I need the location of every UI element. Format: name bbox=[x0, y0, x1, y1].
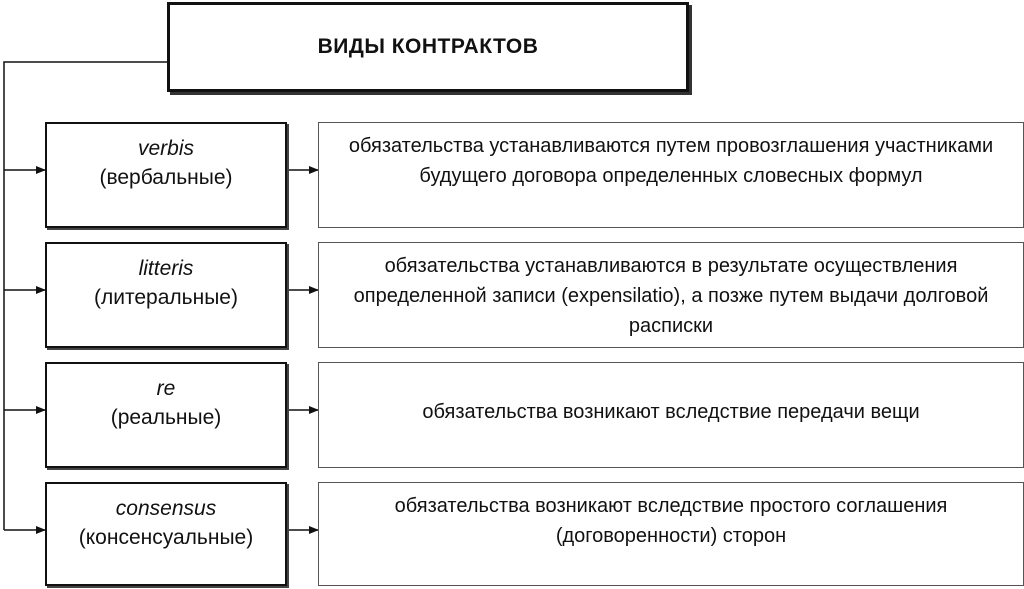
desc-box-verbis bbox=[318, 122, 1024, 228]
desc-text-re: обязательства возникают вследствие передачи вещи bbox=[422, 401, 920, 423]
type-box-re bbox=[45, 362, 287, 468]
desc-box-litteris bbox=[318, 242, 1024, 348]
type-latin-litteris: litteris bbox=[138, 257, 194, 280]
type-latin-verbis: verbis bbox=[137, 137, 195, 160]
type-russian-re: (реальные) bbox=[110, 406, 222, 429]
diagram-title-text: ВИДЫ КОНТРАКТОВ bbox=[317, 35, 539, 58]
desc-box-re bbox=[318, 362, 1024, 468]
type-russian-verbis: (вербальные) bbox=[99, 166, 233, 189]
type-russian-consensus: (консенсуальные) bbox=[78, 526, 254, 549]
desc-text-verbis: обязательства устанавливаются путем провозглашения участниками будущего договора определенных словесных формул bbox=[348, 135, 994, 187]
diagram-title bbox=[167, 2, 689, 92]
type-box-verbis bbox=[45, 122, 287, 228]
type-latin-re: re bbox=[156, 377, 176, 400]
type-latin-consensus: consensus bbox=[115, 497, 217, 520]
type-russian-litteris: (литеральные) bbox=[94, 286, 238, 309]
desc-text-litteris: обязательства устанавливаются в результате осуществления определенной записи (expensilatio), а позже путем выдачи долговой расписки bbox=[353, 255, 989, 337]
type-box-litteris bbox=[45, 242, 287, 348]
desc-box-consensus bbox=[318, 482, 1024, 586]
type-box-consensus bbox=[45, 482, 287, 586]
desc-text-consensus: обязательства возникают вследствие простого соглашения (договоренности) сторон bbox=[394, 495, 948, 547]
